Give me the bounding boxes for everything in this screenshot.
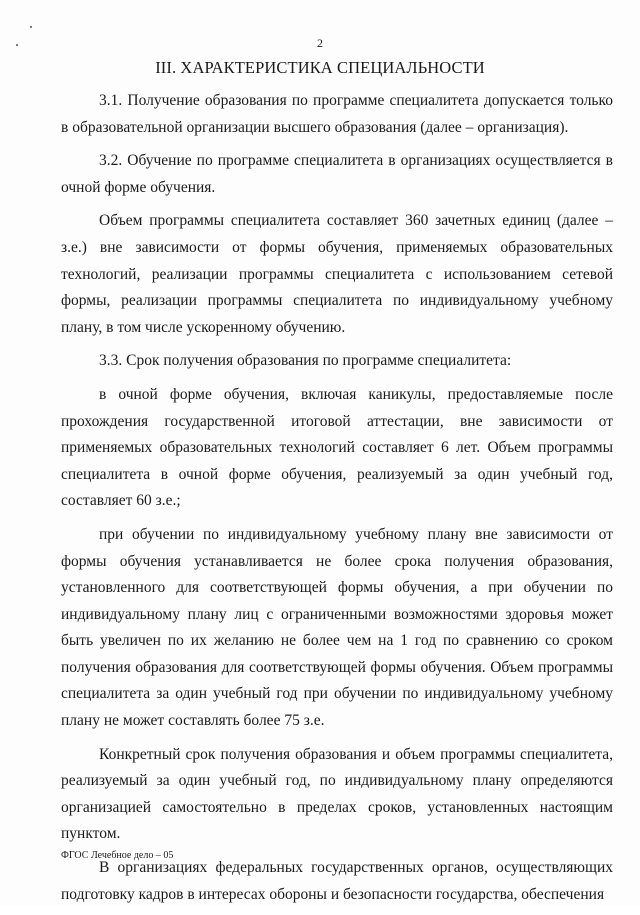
paragraph-specific-term: Конкретный срок получения образования и объем программы специалитета, реализуемый за один учебный год, по индивидуальному плану определяются организацией самостоятельно в пределах сроков, установленных настоящим пунктом.: [61, 745, 613, 843]
paragraph-federal-organizations: В организациях федеральных государственных органов, осуществляющих подготовку кадров в интересах обороны и безопасности государства, обеспечения: [61, 859, 613, 903]
paragraph-volume: Объем программы специалитета составляет 360 зачетных единиц (далее – з.е.) вне зависимости от формы обучения, применяемых образовательных технологий, реализации программы специалитета с использованием сетевой формы, реализации программы специалитета по индивидуальному учебному плану, в том числе ускоренному обучению.: [61, 212, 613, 336]
paragraph-3-1: 3.1. Получение образования по программе специалитета допускается только в образовательной организации высшего образования (далее – организация).: [61, 92, 613, 136]
paragraph-3-3: 3.3. Срок получения образования по программе специалитета:: [99, 352, 512, 370]
page-number: 2: [317, 36, 323, 50]
paragraph-individual-plan: при обучении по индивидуальному учебному плану вне зависимости от формы обучения устанавливается не более срока получения образования, установленного для соответствующей формы обучения, а при обучении по индивидуальному плану лиц с ограниченными возможностями здоровья может быть увеличен по их желанию не более чем на 1 год по сравнению со сроком получения образования для соответствующей формы обучения. Объем программы специалитета за один учебный год при обучении по индивидуальному учебному плану не может составлять более 75 з.е.: [61, 525, 613, 730]
paragraph-3-2: 3.2. Обучение по программе специалитета в организациях осуществляется в очной форме обучения.: [61, 152, 613, 196]
section-heading: III. ХАРАКТЕРИСТИКА СПЕЦИАЛЬНОСТИ: [155, 58, 485, 77]
footer-label: ФГОС Лечебное дело – 05: [61, 850, 174, 861]
scan-speck: [30, 26, 32, 28]
paragraph-full-time: в очной форме обучения, включая каникулы, предоставляемые после прохождения государственной итоговой аттестации, вне зависимости от применяемых образовательных технологий составляет 6 лет. Объем программы специалитета в очной форме обучения, реализуемый за один учебный год, составляет 60 з.е.;: [61, 385, 613, 510]
document-body: [61, 88, 613, 915]
